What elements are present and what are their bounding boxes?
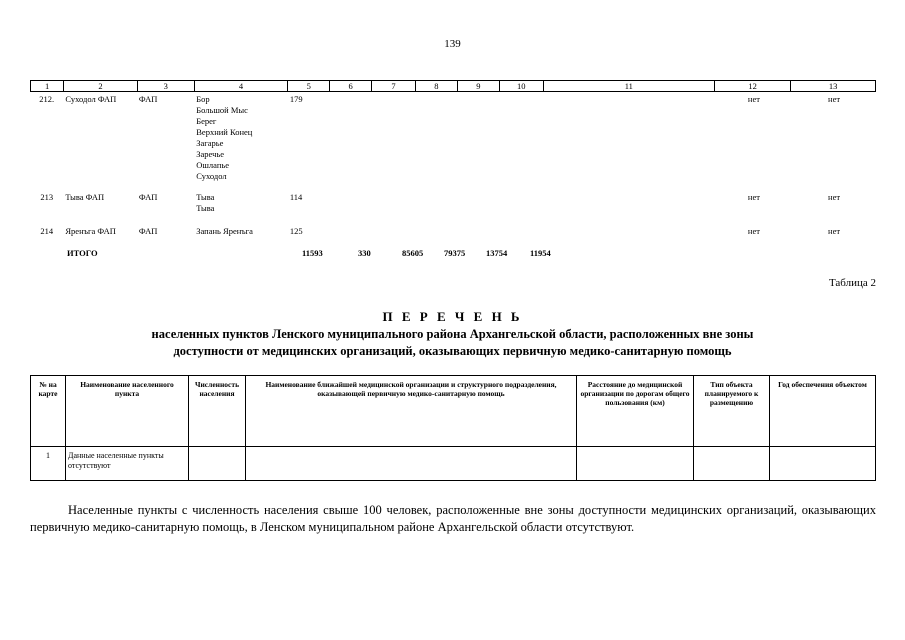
facility-type: ФАП — [138, 226, 158, 236]
table-label: Таблица 2 — [828, 277, 876, 289]
column-number: 6 — [330, 81, 372, 91]
place-name: Заречье — [196, 149, 225, 159]
settlements-table — [30, 80, 876, 262]
column-number: 9 — [458, 81, 500, 91]
column-number: 13 — [828, 81, 838, 91]
row-number: 1 — [31, 447, 66, 481]
facility-type: ФАП — [138, 192, 158, 202]
place-name: Берег — [196, 116, 217, 126]
place-name: Запань Яренъга — [196, 226, 253, 236]
col12-value: нет — [747, 226, 760, 236]
column-header: Наименование населенного пункта — [66, 376, 189, 446]
total-value: 330 — [358, 248, 371, 258]
col13-value: нет — [828, 94, 841, 104]
total-value: 13754 — [486, 248, 508, 258]
row-number: 212. — [39, 94, 55, 104]
column-header: Наименование ближайшей медицинской организации и структурного подразделения, оказывающей первичную медико-санитарную помощь — [246, 376, 577, 446]
places-list — [194, 226, 288, 248]
column-number: 8 — [416, 81, 458, 91]
place-name: Тыва — [196, 203, 215, 213]
place-name: Суходол — [196, 171, 227, 181]
place-name: Тыва — [196, 192, 215, 202]
column-number: 1 — [31, 81, 64, 91]
places-list — [194, 192, 288, 226]
population: 114 — [289, 192, 303, 202]
facility-name: Яренъга ФАП — [65, 226, 116, 236]
column-number: 12 — [715, 81, 791, 91]
place-name: Загарье — [196, 138, 224, 148]
column-number: 4 — [195, 81, 288, 91]
column-number: 7 — [372, 81, 416, 91]
table-column-numbers — [30, 80, 876, 92]
total-value: 11954 — [530, 248, 551, 258]
place-name: Бор — [196, 94, 210, 104]
table-row — [30, 94, 876, 192]
facility-name: Суходол ФАП — [65, 94, 117, 104]
column-header: Расстояние до медицинской организации по дорогам общего пользования (км) — [577, 376, 694, 446]
facility-name: Тыва ФАП — [65, 192, 105, 202]
facility-type: ФАП — [138, 94, 158, 104]
body-paragraph: Населенные пункты с численность населения свыше 100 человек, расположенные вне зоны доступности медицинских организаций, оказывающих первичную медико-санитарную помощь, в Ленском муниципальном районе Архангельской области отсутствуют. — [30, 503, 876, 534]
total-value: 85605 — [402, 248, 424, 258]
table-total-row — [30, 248, 876, 262]
column-number: 3 — [138, 81, 195, 91]
total-value: 11593 — [302, 248, 323, 258]
col13-value: нет — [828, 192, 841, 202]
list-subtitle: доступности от медицинских организаций, оказывающих первичную медико-санитарную помощь — [173, 344, 732, 358]
table-header-row — [31, 376, 875, 447]
places-list — [194, 94, 288, 192]
table-row — [30, 226, 876, 248]
row-number: 214 — [40, 226, 54, 236]
table-row — [31, 447, 875, 481]
col12-value: нет — [747, 192, 760, 202]
place-name: Верхний Конец — [196, 127, 253, 137]
column-header: № на карте — [31, 376, 66, 446]
page-number: 139 — [444, 38, 461, 50]
total-value: 79375 — [444, 248, 466, 258]
column-header: Тип объекта планируемого к размещению — [694, 376, 770, 446]
column-number: 2 — [64, 81, 137, 91]
place-name: Ошлапье — [196, 160, 230, 170]
column-number: 5 — [288, 81, 330, 91]
column-header: Год обеспечения объектом — [778, 380, 867, 389]
column-number: 10 — [500, 81, 544, 91]
col13-value: нет — [828, 226, 841, 236]
list-title: П Е Р Е Ч Е Н Ь — [382, 309, 523, 324]
column-number: 11 — [544, 81, 715, 91]
population: 179 — [289, 94, 303, 104]
total-label: ИТОГО — [67, 248, 98, 258]
row-number: 213 — [40, 192, 54, 202]
place-name: Большой Мыс — [196, 105, 248, 115]
population: 125 — [289, 226, 303, 236]
out-of-reach-table — [30, 375, 876, 481]
row-text: Данные населенные пункты отсутствуют — [66, 447, 189, 481]
list-subtitle: населенных пунктов Ленского муниципального района Архангельской области, расположенных вне зоны — [151, 327, 754, 341]
column-header: Численность населения — [189, 376, 246, 446]
table-row — [30, 192, 876, 226]
col12-value: нет — [747, 94, 760, 104]
